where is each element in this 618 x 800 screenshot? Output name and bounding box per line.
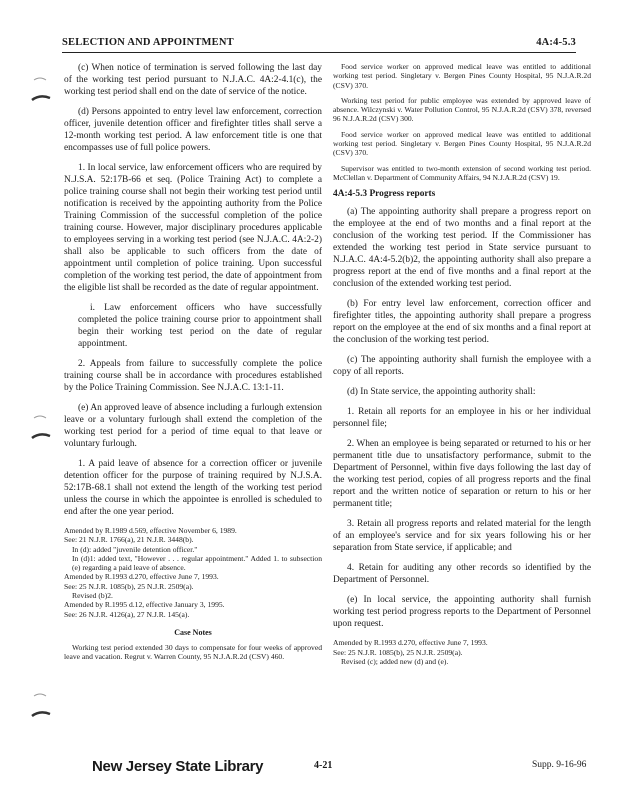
- header-chapter-title: SELECTION AND APPOINTMENT: [62, 37, 234, 48]
- amendment-history: [333, 638, 591, 666]
- history-line: See: 25 N.J.R. 1085(b), 25 N.J.R. 2509(a).: [333, 647, 463, 657]
- paragraph-d: (d) In State service, the appointing authority shall:: [347, 387, 536, 398]
- case-note: Food service worker on approved medical leave was entitled to additional working test period. Singletary v. Bergen Pines County Hospital, 95 N.J.A.R.2d (CSV) 370.: [333, 129, 591, 158]
- amendment-history: [64, 526, 322, 619]
- paragraph-a: (a) The appointing authority shall prepare a progress report on the employee at the end of two months and a final report at the conclusion of the working test period. If the Commissioner has extended the working test period in State service pursuant to N.J.A.C. 4A:4-5.2(b)2, the appointing authority shall also prepare a progress report at the end of five months and a final report at the conclusion of the extended working test period.: [333, 207, 591, 290]
- case-note: Working test period extended 30 days to compensate for four weeks of approved leave and vacation. Regrut v. Warren County, 95 N.J.A.R.2d (CSV) 460.: [64, 642, 322, 662]
- paragraph-d1: 1. Retain all reports for an employee in his or her individual personnel file;: [333, 407, 591, 430]
- binder-hole-mark-icon: [30, 690, 52, 720]
- page-number: 4-21: [314, 760, 333, 771]
- history-line: In (d)1: added text, "However . . . regular appointment." Added 1. to subsection (e) regarding a paid leave of absence.: [72, 553, 322, 573]
- paragraph-d1: 1. In local service, law enforcement officers who are required by N.J.S.A. 52:17B-66 et seq. (Police Training Act) to complete a police training course shall not begin their working test period until notification is received by the appointing authority from the Police Training Commission of the successful completion of the police training course. However, major disciplinary procedures applicable to employees serving in a working test period (see N.J.A.C. 4A:2-2) shall also be applicable to such officers from the date of appointment until completion of police training. Upon successful completion of the working test period, the date of appointment from the eligible list shall be recorded as the date of regular appointment.: [64, 163, 322, 293]
- paragraph-c: (c) When notice of termination is served following the last day of the working test period pursuant to N.J.A.C. 4A:2-4.1(c), the working test period shall end on the date of service of the notice.: [64, 63, 322, 97]
- history-line: See: 25 N.J.R. 1085(b), 25 N.J.R. 2509(a).: [64, 581, 194, 591]
- running-header: [62, 36, 576, 53]
- supplement-date: Supp. 9-16-96: [532, 760, 587, 770]
- left-column: [64, 62, 322, 752]
- binder-hole-mark-icon: [30, 412, 52, 442]
- paragraph-e1: 1. A paid leave of absence for a correction officer or juvenile detention officer for the purpose of training required by N.J.S.A. 52:17B-68.1 shall not extend the length of the working test period unless the course in which the appointee is enrolled is scheduled to end after the one year period.: [64, 459, 322, 517]
- paragraph-d2: 2. When an employee is being separated or returned to his or her permanent title due to unsatisfactory performance, submit to the Department of Personnel, within five days following the last day of the working test period, copies of all progress reports and the final report and the written notice of separation or return to his or her permanent title;: [333, 439, 591, 510]
- paragraph-e: (e) An approved leave of absence including a furlough extension leave or a voluntary furlough shall extend the completion of the working test period for a period of time equal to that leave or voluntary furlough.: [64, 403, 322, 449]
- case-notes-heading: Case Notes: [174, 627, 212, 637]
- history-line: See: 26 N.J.R. 4126(a), 27 N.J.R. 145(a).: [64, 609, 190, 619]
- paragraph-c: (c) The appointing authority shall furnish the employee with a copy of all reports.: [333, 355, 591, 378]
- paragraph-b: (b) For entry level law enforcement, correction officer and firefighter titles, the appointing authority shall prepare a progress report on the employee at the end of six months and a final report at the conclusion of the working test period.: [333, 299, 591, 346]
- paragraph-d1-i: i. Law enforcement officers who have successfully completed the police training course prior to appointment shall begin their working test period on the date of regular appointment.: [78, 303, 322, 349]
- history-line: Amended by R.1995 d.12, effective January 3, 1995.: [64, 600, 225, 610]
- paragraph-d2: 2. Appeals from failure to successfully complete the police training course shall be in accordance with procedures established by the Police Training Commission. See N.J.A.C. 13:1-11.: [64, 359, 322, 393]
- paragraph-e: (e) In local service, the appointing authority shall furnish working test period progress reports to the Department of Personnel upon request.: [333, 595, 591, 630]
- binder-hole-mark-icon: [30, 74, 52, 104]
- history-line: Amended by R.1993 d.270, effective June 7, 1993.: [64, 572, 219, 582]
- history-line: Revised (b)2.: [72, 591, 113, 601]
- paragraph-d4: 4. Retain for auditing any other records so identified by the Department of Personnel.: [333, 563, 591, 586]
- library-stamp: New Jersey State Library: [92, 758, 264, 775]
- case-note: Working test period for public employee was extended by approved leave of absence. Wilczynski v. Water Pollution Control, 95 N.J.A.R.2d (CSV) 378, reversed 96 N.J.A.R.2d (CSV) 300.: [333, 95, 591, 124]
- header-section-number: 4A:4-5.3: [536, 37, 576, 48]
- paragraph-d3: 3. Retain all progress reports and related material for the length of an employee's service and for six years following his or her separation from State service, if applicable; and: [333, 519, 591, 554]
- history-line: In (d): added "juvenile detention officer.": [72, 544, 198, 554]
- paragraph-d: (d) Persons appointed to entry level law enforcement, correction officer, juvenile detention officer and firefighter titles shall serve a 12-month working test period. A law enforcement title is one that encompasses use of full police powers.: [64, 107, 322, 153]
- case-note: Supervisor was entitled to two-month extension of second working test period. McClellan v. Department of Community Affairs, 94 N.J.A.R.2d (CSV) 19.: [333, 163, 591, 182]
- history-line: Amended by R.1993 d.270, effective June 7, 1993.: [333, 638, 488, 648]
- right-column: [333, 62, 591, 752]
- history-line: Revised (c); added new (d) and (e).: [341, 656, 449, 666]
- history-line: See: 21 N.J.R. 1766(a), 21 N.J.R. 3448(b).: [64, 535, 194, 545]
- section-heading: 4A:4-5.3 Progress reports: [333, 189, 436, 200]
- history-line: Amended by R.1989 d.569, effective November 6, 1989.: [64, 526, 237, 535]
- case-note: Food service worker on approved medical leave was entitled to additional working test period. Singletary v. Bergen Pines County Hospital, 95 N.J.A.R.2d (CSV) 370.: [333, 62, 591, 90]
